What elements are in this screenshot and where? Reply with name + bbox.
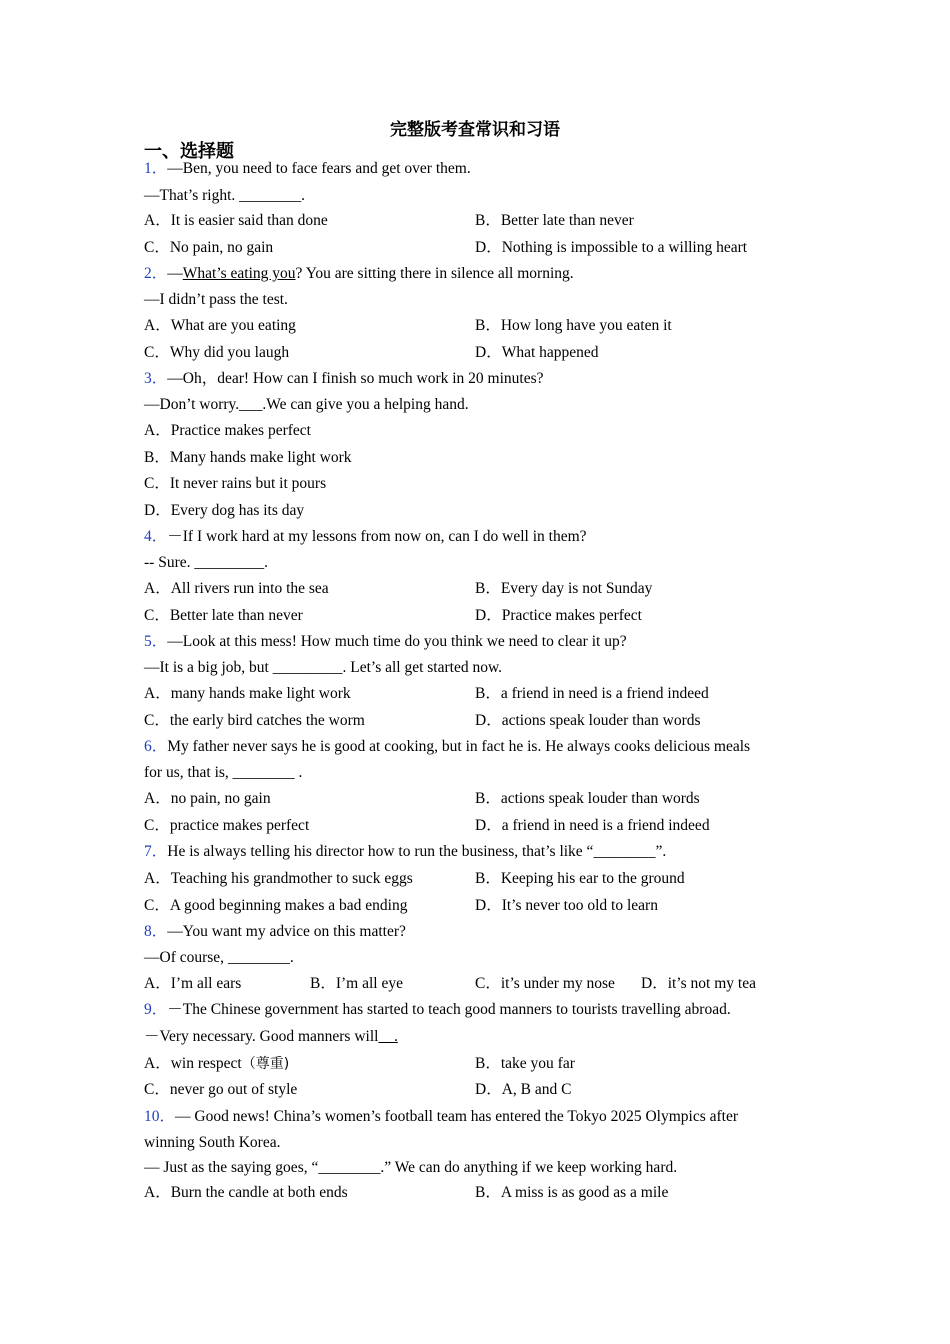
question-9-option-b: B．take you far (475, 1055, 575, 1072)
question-number: 3． (144, 370, 168, 387)
question-1-option-d: D．Nothing is impossible to a willing heart (475, 239, 748, 256)
question-number: 8． (144, 923, 168, 940)
question-10-stem: 10．— Good news! China’s women’s football team has entered the Tokyo 2025 Olympics after (144, 1108, 738, 1125)
question-8-response: —Of course, ________. (144, 949, 294, 966)
question-4-option-d: D．Practice makes perfect (475, 607, 642, 624)
question-5-stem: 5．—Look at this mess! How much time do you think we need to clear it up? (144, 633, 627, 650)
question-5-option-b: B．a friend in need is a friend indeed (475, 685, 709, 702)
question-number: 9． (144, 1001, 168, 1018)
question-8-option-d: D．it’s not my tea (641, 975, 756, 992)
question-8-stem: 8．—You want my advice on this matter? (144, 923, 406, 940)
question-1-option-b: B．Better late than never (475, 212, 634, 229)
question-2-option-b: B．How long have you eaten it (475, 317, 672, 334)
question-4-response: -- Sure. _________. (144, 554, 268, 571)
question-3-option-a: A．Practice makes perfect (144, 422, 311, 439)
question-10-response: — Just as the saying goes, “________.” We can do anything if we keep working hard. (144, 1159, 678, 1176)
question-4-option-b: B．Every day is not Sunday (475, 580, 653, 597)
question-2-stem: 2．—What’s eating you? You are sitting there in silence all morning. (144, 265, 574, 282)
question-2-option-d: D．What happened (475, 344, 599, 361)
question-number: 6． (144, 738, 168, 755)
question-6-option-d: D．a friend in need is a friend indeed (475, 817, 710, 834)
question-6-option-a: A．no pain, no gain (144, 790, 271, 807)
question-number: 10． (144, 1108, 176, 1125)
question-2-option-a: A．What are you eating (144, 317, 296, 334)
document-title: 完整版考查常识和习语 (390, 120, 560, 140)
question-number: 5． (144, 633, 168, 650)
question-3-option-d: D．Every dog has its day (144, 502, 305, 519)
question-10-option-a: A．Burn the candle at both ends (144, 1184, 348, 1201)
question-3-response: —Don’t worry.___.We can give you a helping hand. (144, 396, 469, 413)
question-10-option-b: B．A miss is as good as a mile (475, 1184, 669, 1201)
question-1-stem: 1．—Ben, you need to face fears and get over them. (144, 160, 471, 177)
question-2-option-c: C．Why did you laugh (144, 344, 290, 361)
question-7-stem: 7．He is always telling his director how to run the business, that’s like “________”. (144, 843, 667, 860)
question-1-option-c: C．No pain, no gain (144, 239, 274, 256)
question-4-stem: 4．－If I work hard at my lessons from now on, can I do well in them? (144, 528, 587, 545)
question-number: 7． (144, 843, 168, 860)
answer-blank: __. (378, 1028, 398, 1045)
question-2-response: —I didn’t pass the test. (144, 291, 288, 308)
question-7-option-d: D．It’s never too old to learn (475, 897, 658, 914)
question-5-option-c: C．the early bird catches the worm (144, 712, 365, 729)
question-9-option-d: D．A, B and C (475, 1081, 572, 1098)
question-6-option-c: C．practice makes perfect (144, 817, 310, 834)
question-5-option-d: D．actions speak louder than words (475, 712, 701, 729)
question-10-stem-cont: winning South Korea. (144, 1134, 281, 1151)
question-4-option-a: A．All rivers run into the sea (144, 580, 329, 597)
question-3-option-b: B．Many hands make light work (144, 449, 352, 466)
question-3-option-c: C．It never rains but it pours (144, 475, 327, 492)
question-6-option-b: B．actions speak louder than words (475, 790, 700, 807)
question-number: 1． (144, 160, 168, 177)
question-8-option-a: A．I’m all ears (144, 975, 242, 992)
underlined-phrase: What’s eating you (182, 265, 296, 282)
question-7-option-b: B．Keeping his ear to the ground (475, 870, 685, 887)
question-8-option-c: C．it’s under my nose (475, 975, 615, 992)
question-5-option-a: A．many hands make light work (144, 685, 351, 702)
section-heading: 一、选择题 (144, 141, 234, 162)
question-4-option-c: C．Better late than never (144, 607, 303, 624)
question-9-response: －Very necessary. Good manners will__. (144, 1028, 398, 1045)
question-9-option-a: A．win respect（尊重) (144, 1055, 290, 1072)
question-9-stem: 9．－The Chinese government has started to teach good manners to tourists travelling abroad. (144, 1001, 731, 1018)
question-8-option-b: B．I’m all eye (310, 975, 403, 992)
question-6-stem-cont: for us, that is, ________ . (144, 764, 303, 781)
question-1-option-a: A．It is easier said than done (144, 212, 328, 229)
question-1-response: —That’s right. ________. (144, 187, 306, 204)
question-6-stem: 6．My father never says he is good at cooking, but in fact he is. He always cooks delicious meals (144, 738, 751, 755)
question-number: 4． (144, 528, 168, 545)
question-7-option-a: A．Teaching his grandmother to suck eggs (144, 870, 413, 887)
question-number: 2． (144, 265, 168, 282)
question-5-response: —It is a big job, but _________. Let’s all get started now. (144, 659, 503, 676)
question-7-option-c: C．A good beginning makes a bad ending (144, 897, 408, 914)
question-3-stem: 3．—Oh，dear! How can I finish so much work in 20 minutes? (144, 370, 544, 387)
question-9-option-c: C．never go out of style (144, 1081, 298, 1098)
